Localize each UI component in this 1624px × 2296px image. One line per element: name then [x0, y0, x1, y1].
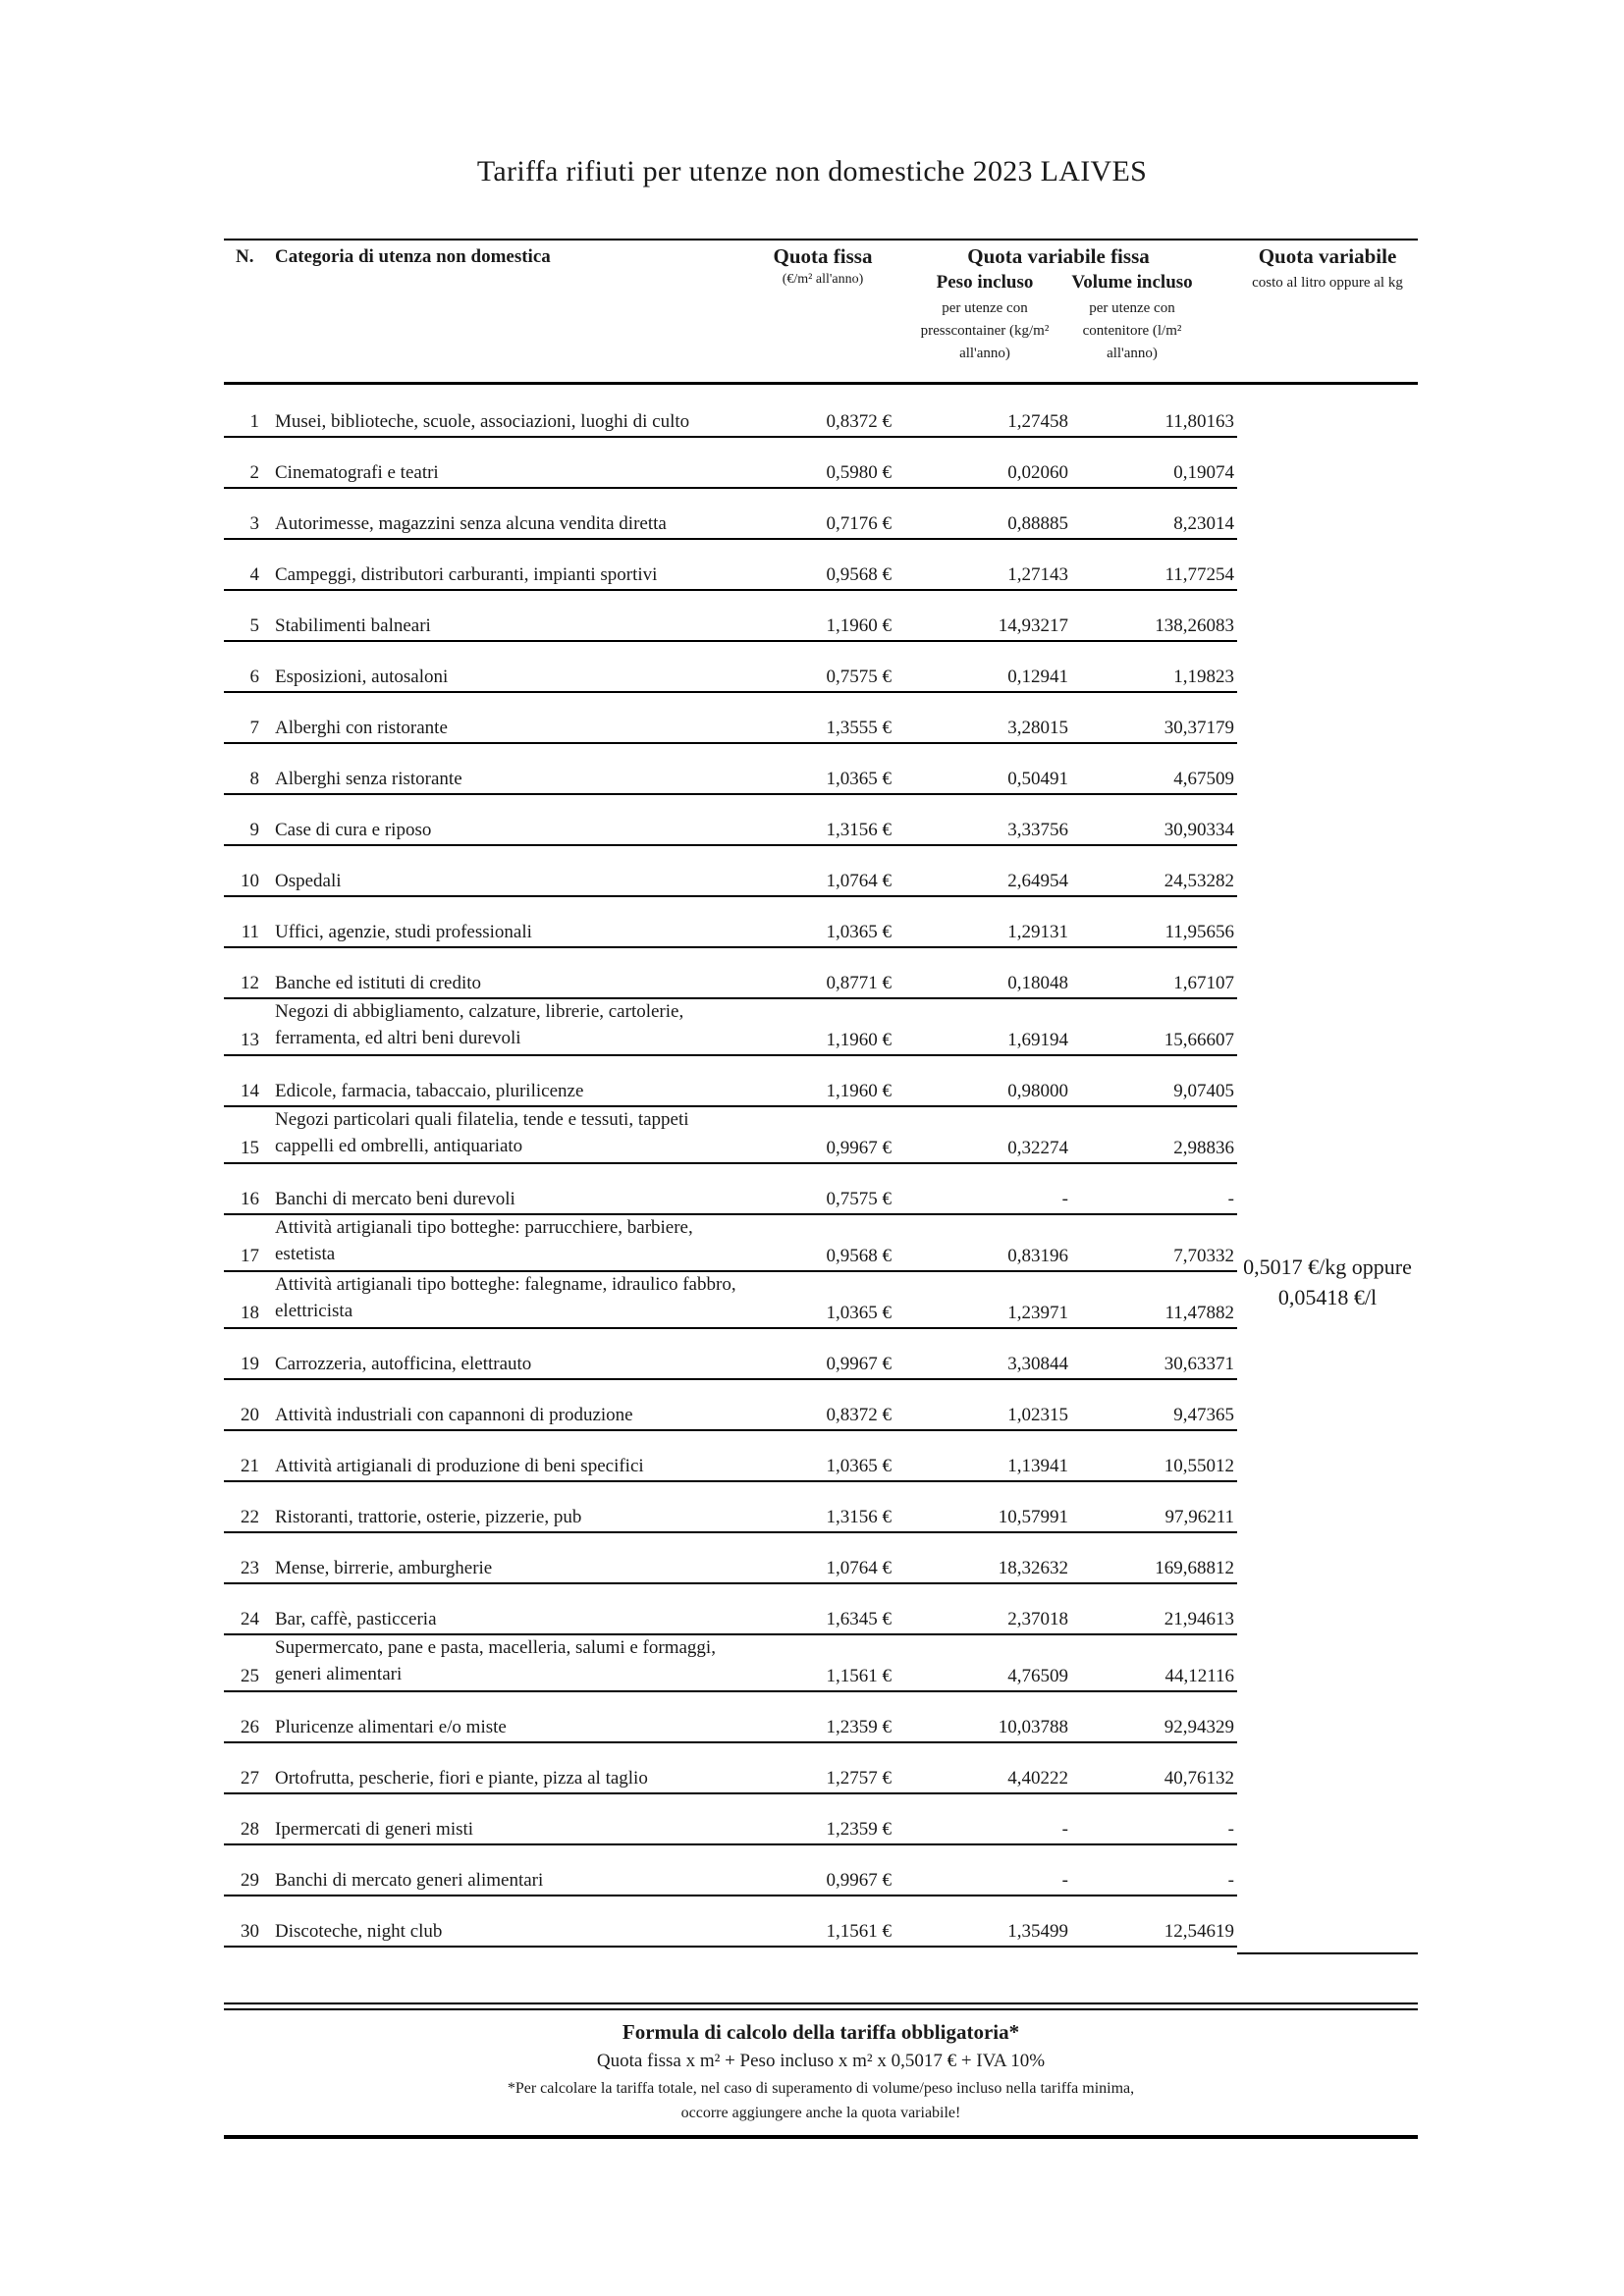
table-row — [224, 1164, 1237, 1215]
row-peso-incluso: 1,23971 — [1007, 1303, 1068, 1323]
header-quota-variabile: Quota variabile — [1258, 244, 1397, 268]
table-row — [224, 1845, 1237, 1896]
row-volume-incluso: 10,55012 — [1164, 1456, 1234, 1476]
row-quota-fissa: 0,9967 € — [826, 1354, 892, 1374]
formula-divider — [224, 2002, 1418, 2010]
row-peso-incluso: 1,35499 — [1007, 1921, 1068, 1942]
row-category: Bar, caffè, pasticceria — [275, 1609, 437, 1629]
row-volume-incluso: 0,19074 — [1173, 462, 1234, 483]
row-number: 10 — [241, 871, 259, 891]
row-number: 17 — [241, 1246, 259, 1266]
row-number: 15 — [241, 1138, 259, 1158]
row-quota-fissa: 1,3156 € — [826, 1507, 892, 1527]
quota-variabile-cell — [1237, 380, 1418, 1954]
row-peso-incluso: 14,93217 — [998, 615, 1068, 636]
row-volume-incluso: 12,54619 — [1164, 1921, 1234, 1942]
row-peso-incluso: 18,32632 — [998, 1558, 1068, 1578]
row-category: Attività artigianali di produzione di beni specifici — [275, 1456, 644, 1476]
row-quota-fissa: 1,2757 € — [826, 1768, 892, 1789]
row-category: Ospedali — [275, 871, 342, 891]
table-row — [224, 693, 1237, 744]
row-quota-fissa: 0,7575 € — [826, 667, 892, 687]
row-volume-incluso: 92,94329 — [1164, 1717, 1234, 1737]
row-number: 4 — [249, 564, 259, 585]
row-category: Stabilimenti balneari — [275, 615, 431, 636]
row-category: Autorimesse, magazzini senza alcuna vendita diretta — [275, 513, 667, 534]
row-peso-incluso: 3,30844 — [1007, 1354, 1068, 1374]
row-number: 24 — [241, 1609, 259, 1629]
row-peso-incluso: 0,83196 — [1007, 1246, 1068, 1266]
row-volume-incluso: 11,95656 — [1164, 922, 1234, 942]
row-quota-fissa: 0,9568 € — [826, 564, 892, 585]
row-quota-fissa: 1,6345 € — [826, 1609, 892, 1629]
row-quota-fissa: 0,9967 € — [826, 1138, 892, 1158]
row-quota-fissa: 1,1960 € — [826, 615, 892, 636]
table-row — [224, 489, 1237, 540]
row-number: 30 — [241, 1921, 259, 1942]
row-volume-incluso: 97,96211 — [1164, 1507, 1234, 1527]
row-volume-incluso: - — [1227, 1819, 1234, 1840]
row-category: Negozi particolari quali filatelia, tende e tessuti, tappeti cappelli ed ombrelli, antiquariato — [275, 1109, 689, 1156]
quota-variabile-value: 0,5017 €/kg oppure 0,05418 €/l — [1243, 1255, 1412, 1309]
row-quota-fissa: 0,8372 € — [826, 411, 892, 432]
row-number: 23 — [241, 1558, 259, 1578]
row-quota-fissa: 1,3555 € — [826, 718, 892, 738]
row-quota-fissa: 0,9967 € — [826, 1870, 892, 1891]
row-peso-incluso: 1,27458 — [1007, 411, 1068, 432]
document-title: Tariffa rifiuti per utenze non domestiche 2023 LAIVES — [476, 155, 1148, 187]
row-volume-incluso: - — [1227, 1189, 1234, 1209]
row-number: 7 — [249, 718, 259, 738]
formula-title: Formula di calcolo della tariffa obbligatoria* — [622, 2020, 1020, 2044]
row-volume-incluso: 9,47365 — [1173, 1405, 1234, 1425]
row-volume-incluso: 7,70332 — [1173, 1246, 1234, 1266]
row-number: 29 — [241, 1870, 259, 1891]
table-row — [224, 642, 1237, 693]
row-number: 21 — [241, 1456, 259, 1476]
row-volume-incluso: 30,90334 — [1164, 820, 1234, 840]
formula-note-1: *Per calcolare la tariffa totale, nel caso di superamento di volume/peso incluso nella tariffa minima, — [507, 2080, 1135, 2097]
row-number: 25 — [241, 1666, 259, 1686]
table-row — [224, 744, 1237, 795]
row-quota-fissa: 1,0365 € — [826, 769, 892, 789]
row-quota-fissa: 1,0764 € — [826, 1558, 892, 1578]
row-volume-incluso: 11,80163 — [1164, 411, 1234, 432]
row-quota-fissa: 1,1960 € — [826, 1030, 892, 1050]
row-peso-incluso: 0,12941 — [1007, 667, 1068, 687]
table-row — [224, 795, 1237, 846]
row-number: 11 — [241, 922, 259, 942]
header-quota-fissa-unit: (€/m² all'anno) — [782, 272, 864, 287]
row-volume-incluso: 24,53282 — [1164, 871, 1234, 891]
row-number: 2 — [249, 462, 259, 483]
header-peso-incluso-desc: per utenze con presscontainer (kg/m² all'anno) — [920, 300, 1050, 361]
row-category: Uffici, agenzie, studi professionali — [275, 922, 532, 942]
formula-box — [224, 2002, 1418, 2139]
row-category: Supermercato, pane e pasta, macelleria, salumi e formaggi, generi alimentari — [275, 1637, 716, 1684]
table-header — [224, 239, 1418, 385]
row-peso-incluso: 1,02315 — [1007, 1405, 1068, 1425]
row-peso-incluso: 4,40222 — [1007, 1768, 1068, 1789]
row-peso-incluso: 3,33756 — [1007, 820, 1068, 840]
table-row — [224, 1482, 1237, 1533]
row-volume-incluso: 2,98836 — [1173, 1138, 1234, 1158]
formula-expression: Quota fissa x m² + Peso incluso x m² x 0,5017 € + IVA 10% — [596, 2051, 1046, 2071]
row-volume-incluso: 1,19823 — [1173, 667, 1234, 687]
row-volume-incluso: 138,26083 — [1155, 615, 1234, 636]
table-row — [224, 385, 1237, 438]
row-number: 18 — [241, 1303, 259, 1323]
row-quota-fissa: 0,8771 € — [826, 973, 892, 993]
row-category: Banchi di mercato beni durevoli — [275, 1189, 515, 1209]
row-category: Cinematografi e teatri — [275, 462, 439, 483]
row-number: 28 — [241, 1819, 259, 1840]
row-peso-incluso: 4,76509 — [1007, 1666, 1068, 1686]
row-peso-incluso: 0,98000 — [1007, 1081, 1068, 1101]
row-peso-incluso: 0,88885 — [1007, 513, 1068, 534]
row-category: Musei, biblioteche, scuole, associazioni, luoghi di culto — [275, 411, 690, 432]
table-row — [224, 1692, 1237, 1743]
row-number: 16 — [241, 1189, 259, 1209]
row-volume-incluso: 15,66607 — [1164, 1030, 1234, 1050]
row-peso-incluso: 2,37018 — [1007, 1609, 1068, 1629]
row-peso-incluso: 1,13941 — [1007, 1456, 1068, 1476]
row-volume-incluso: 169,68812 — [1155, 1558, 1234, 1578]
tariff-table — [224, 239, 1418, 1948]
header-quota-variabile-fissa: Quota variabile fissa — [967, 244, 1150, 268]
row-peso-incluso: - — [1061, 1819, 1068, 1840]
row-category: Campeggi, distributori carburanti, impianti sportivi — [275, 564, 658, 585]
row-peso-incluso: 10,03788 — [998, 1717, 1068, 1737]
row-category: Edicole, farmacia, tabaccaio, plurilicenze — [275, 1081, 584, 1101]
row-quota-fissa: 0,7575 € — [826, 1189, 892, 1209]
row-quota-fissa: 1,0365 € — [826, 922, 892, 942]
row-quota-fissa: 0,8372 € — [826, 1405, 892, 1425]
header-quota-fissa: Quota fissa — [773, 244, 873, 268]
row-peso-incluso: 2,64954 — [1007, 871, 1068, 891]
row-volume-incluso: 30,37179 — [1164, 718, 1234, 738]
row-volume-incluso: 1,67107 — [1173, 973, 1234, 993]
row-number: 3 — [249, 513, 259, 534]
row-peso-incluso: 1,29131 — [1007, 922, 1068, 942]
row-peso-incluso: - — [1061, 1189, 1068, 1209]
row-peso-incluso: 1,27143 — [1007, 564, 1068, 585]
row-number: 13 — [241, 1030, 259, 1050]
row-category: Negozi di abbigliamento, calzature, librerie, cartolerie, ferramenta, ed altri beni durevoli — [275, 1001, 684, 1048]
table-row — [224, 438, 1237, 489]
table-row — [224, 1056, 1237, 1107]
row-quota-fissa: 0,9568 € — [826, 1246, 892, 1266]
row-peso-incluso: 3,28015 — [1007, 718, 1068, 738]
table-row — [224, 540, 1237, 591]
header-quota-variabile-desc: costo al litro oppure al kg — [1252, 275, 1403, 291]
row-category: Banche ed istituti di credito — [275, 973, 482, 993]
row-category: Attività industriali con capannoni di produzione — [275, 1405, 633, 1425]
row-quota-fissa: 1,3156 € — [826, 820, 892, 840]
row-volume-incluso: 8,23014 — [1173, 513, 1234, 534]
row-peso-incluso: 0,32274 — [1007, 1138, 1068, 1158]
row-quota-fissa: 1,0764 € — [826, 871, 892, 891]
row-category: Banchi di mercato generi alimentari — [275, 1870, 544, 1891]
row-peso-incluso: - — [1061, 1870, 1068, 1891]
row-volume-incluso: 21,94613 — [1164, 1609, 1234, 1629]
row-category: Discoteche, night club — [275, 1921, 443, 1942]
row-number: 9 — [249, 820, 259, 840]
row-number: 19 — [241, 1354, 259, 1374]
row-number: 5 — [249, 615, 259, 636]
row-category: Case di cura e riposo — [275, 820, 432, 840]
row-category: Ortofrutta, pescherie, fiori e piante, pizza al taglio — [275, 1768, 648, 1789]
table-row — [224, 1794, 1237, 1845]
table-row — [224, 1431, 1237, 1482]
table-row — [224, 897, 1237, 948]
header-number: N. — [236, 246, 254, 267]
table-row — [224, 1584, 1237, 1635]
row-quota-fissa: 1,2359 € — [826, 1819, 892, 1840]
header-volume-incluso-desc: per utenze con contenitore (l/m² all'anno) — [1082, 300, 1182, 361]
row-number: 6 — [249, 667, 259, 687]
row-category: Attività artigianali tipo botteghe: parrucchiere, barbiere, estetista — [275, 1217, 693, 1264]
row-volume-incluso: 9,07405 — [1173, 1081, 1234, 1101]
row-category: Alberghi con ristorante — [275, 718, 448, 738]
row-category: Carrozzeria, autofficina, elettrauto — [275, 1354, 532, 1374]
table-row — [224, 1107, 1237, 1164]
header-volume-incluso: Volume incluso — [1071, 272, 1193, 293]
row-number: 26 — [241, 1717, 259, 1737]
row-category: Alberghi senza ristorante — [275, 769, 462, 789]
formula-note-2: occorre aggiungere anche la quota variabile! — [680, 2105, 961, 2121]
row-peso-incluso: 1,69194 — [1007, 1030, 1068, 1050]
table-row — [224, 1743, 1237, 1794]
formula-bottom-rule — [224, 2135, 1418, 2139]
table-row — [224, 948, 1237, 999]
row-peso-incluso: 0,50491 — [1007, 769, 1068, 789]
row-peso-incluso: 0,02060 — [1007, 462, 1068, 483]
row-number: 12 — [241, 973, 259, 993]
table-row — [224, 1272, 1237, 1329]
header-category: Categoria di utenza non domestica — [275, 246, 551, 267]
row-quota-fissa: 1,1561 € — [826, 1666, 892, 1686]
row-quota-fissa: 0,5980 € — [826, 462, 892, 483]
row-volume-incluso: 40,76132 — [1164, 1768, 1234, 1789]
row-category: Ipermercati di generi misti — [275, 1819, 474, 1840]
table-row — [224, 1635, 1237, 1692]
table-row — [224, 999, 1237, 1056]
table-row — [224, 1533, 1237, 1584]
row-category: Esposizioni, autosaloni — [275, 667, 449, 687]
row-category: Attività artigianali tipo botteghe: falegname, idraulico fabbro, elettricista — [275, 1274, 736, 1321]
row-peso-incluso: 0,18048 — [1007, 973, 1068, 993]
row-volume-incluso: 11,47882 — [1164, 1303, 1234, 1323]
row-quota-fissa: 1,2359 € — [826, 1717, 892, 1737]
row-category: Pluricenze alimentari e/o miste — [275, 1717, 507, 1737]
table-row — [224, 1380, 1237, 1431]
table-row — [224, 1896, 1237, 1948]
row-volume-incluso: 4,67509 — [1173, 769, 1234, 789]
header-peso-incluso: Peso incluso — [936, 272, 1034, 293]
row-category: Mense, birrerie, amburgherie — [275, 1558, 493, 1578]
row-number: 27 — [241, 1768, 259, 1789]
row-quota-fissa: 1,0365 € — [826, 1303, 892, 1323]
row-number: 1 — [249, 411, 259, 432]
row-volume-incluso: 30,63371 — [1164, 1354, 1234, 1374]
row-peso-incluso: 10,57991 — [998, 1507, 1068, 1527]
row-volume-incluso: 11,77254 — [1164, 564, 1234, 585]
row-number: 20 — [241, 1405, 259, 1425]
row-quota-fissa: 0,7176 € — [826, 513, 892, 534]
row-quota-fissa: 1,0365 € — [826, 1456, 892, 1476]
row-category: Ristoranti, trattorie, osterie, pizzerie, pub — [275, 1507, 582, 1527]
row-number: 22 — [241, 1507, 259, 1527]
row-number: 8 — [249, 769, 259, 789]
table-row — [224, 846, 1237, 897]
table-row — [224, 1215, 1237, 1272]
row-volume-incluso: - — [1227, 1870, 1234, 1891]
row-quota-fissa: 1,1561 € — [826, 1921, 892, 1942]
row-quota-fissa: 1,1960 € — [826, 1081, 892, 1101]
table-row — [224, 591, 1237, 642]
row-number: 14 — [241, 1081, 259, 1101]
row-volume-incluso: 44,12116 — [1164, 1666, 1234, 1686]
table-row — [224, 1329, 1237, 1380]
